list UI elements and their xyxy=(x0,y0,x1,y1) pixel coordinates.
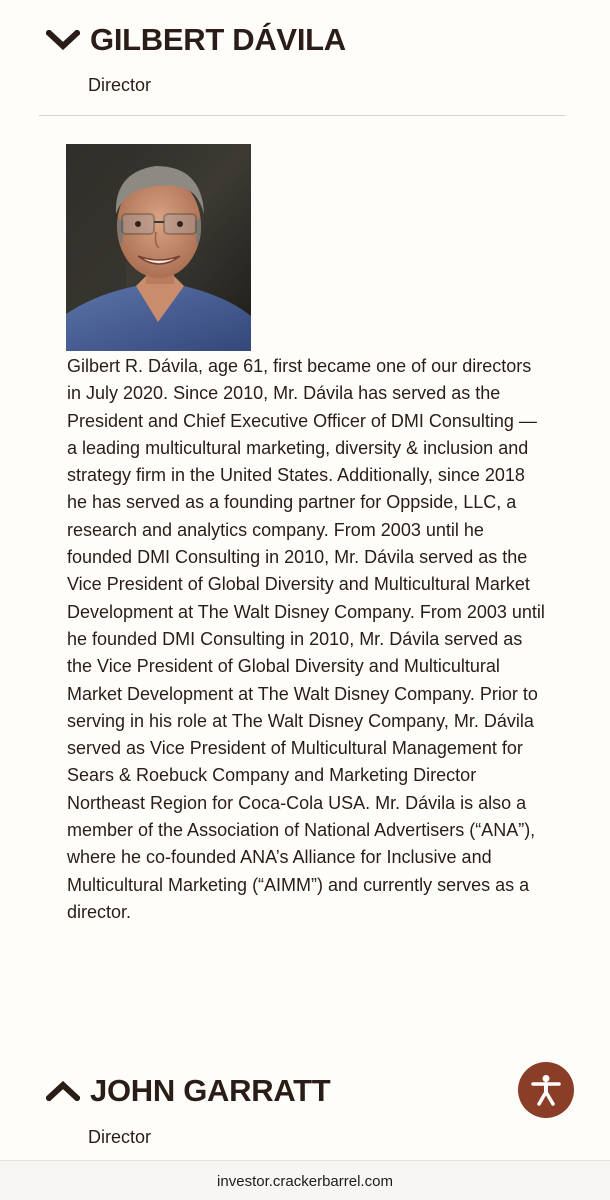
accessibility-icon xyxy=(528,1072,564,1108)
profile-photo xyxy=(66,144,251,351)
browser-address-bar[interactable] xyxy=(0,1160,610,1200)
url-text: investor.crackerbarrel.com xyxy=(217,1172,393,1190)
divider xyxy=(39,115,565,116)
chevron-down-icon xyxy=(46,30,80,50)
profile-bio: Gilbert R. Dávila, age 61, first became one of our directors in July 2020. Since 2010, Mr. Dávila has served as the President and Chief Executive Officer of DMI Consulting — a leading multicultural marketing, diversity & inclusion and strategy firm in the United States. Additionally, since 2018 he has served as a founding partner for Oppside, LLC, a research and analytics company. From 2003 until he founded DMI Consulting in 2010, Mr. Dávila served as the Vice President of Global Diversity and Multicultural Market Development at The Walt Disney Company. From 2003 until he founded DMI Consulting in 2010, Mr. Dávila served as the Vice President of Global Diversity and Multicultural Market Development at The Walt Disney Company. Prior to serving in his role at The Walt Disney Company, Mr. Dávila served as Vice President of Multicultural Management for Sears & Roebuck Company and Marketing Director Northeast Region for Coca-Cola USA. Mr. Dávila is also a member of the Association of National Advertisers (“ANA”), where he co-founded ANA’s Alliance for Inclusive and Multicultural Marketing (“AIMM”) and currently serves as a director. xyxy=(67,356,545,922)
profile-name: GILBERT DÁVILA xyxy=(90,22,346,57)
chevron-up-icon xyxy=(46,1081,80,1101)
profile-role: Director xyxy=(88,1127,152,1147)
profile-name: JOHN GARRATT xyxy=(90,1073,331,1108)
accessibility-button[interactable] xyxy=(518,1062,574,1118)
profile-toggle-john-garratt[interactable] xyxy=(46,1073,330,1109)
profile-role: Director xyxy=(88,75,152,95)
profile-toggle-gilbert-davila[interactable] xyxy=(46,22,346,58)
